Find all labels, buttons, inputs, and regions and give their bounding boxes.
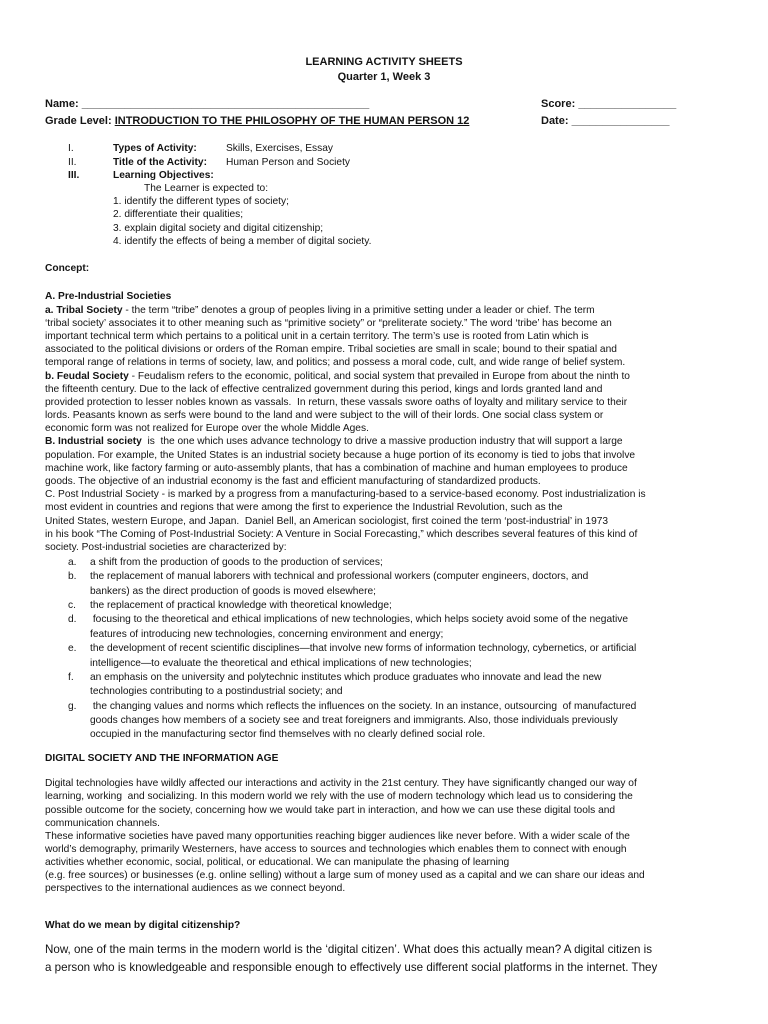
feudal-society-label: b. Feudal Society bbox=[45, 370, 129, 382]
characteristic-line: the replacement of practical knowledge with theoretical knowledge; bbox=[90, 599, 392, 611]
pre-industrial-heading: A. Pre-Industrial Societies bbox=[45, 291, 172, 303]
feudal-society-line: economic form was not realized for Europe over the whole Middle Ages. bbox=[45, 423, 369, 435]
digital-society-heading: DIGITAL SOCIETY AND THE INFORMATION AGE bbox=[45, 753, 279, 765]
name-blank: _______________________________________________ bbox=[81, 98, 370, 110]
tribal-society-line: temporal range of relations in terms of society, law, and politics; and possess a moral code, cult, and wide range of belief system. bbox=[45, 357, 626, 369]
tribal-society-text: - the term “tribe” denotes a group of peoples living in a primitive setting under a leader or chief. The term bbox=[122, 304, 595, 316]
activity-type-value: Skills, Exercises, Essay bbox=[226, 143, 333, 155]
characteristic-item bbox=[68, 599, 636, 613]
post-industrial-line: United States, western Europe, and Japan. Daniel Bell, an American sociologist, first coined the term ‘post-industrial’ in 1973 bbox=[45, 515, 609, 527]
characteristic-item bbox=[68, 570, 636, 599]
learning-objectives-row bbox=[68, 169, 688, 182]
score-label: Score: bbox=[541, 98, 576, 110]
industrial-society-line bbox=[45, 435, 646, 448]
characteristic-letter: c. bbox=[68, 599, 76, 611]
digital-citizenship-heading: What do we mean by digital citizenship? bbox=[45, 920, 241, 932]
paragraph-line: perspectives to the international audiences as we connect beyond. bbox=[45, 883, 346, 895]
paragraph-line: Now, one of the main terms in the modern world is the ‘digital citizen’. What does this actually mean? A digital citizen is bbox=[45, 943, 653, 956]
characteristic-line: the replacement of manual laborers with technical and professional workers (computer engineers, doctors, and bbox=[90, 571, 589, 583]
date-row bbox=[541, 114, 669, 128]
activity-details bbox=[68, 142, 688, 248]
characteristic-item bbox=[68, 700, 636, 743]
post-industrial-line: C. Post Industrial Society - is marked by a progress from a manufacturing-based to a service-based economy. Post industrialization is bbox=[45, 489, 646, 501]
post-industrial-line: most evident in countries and regions that were among the first to experience the Industrial Revolution, such as the bbox=[45, 502, 563, 514]
tribal-society-line bbox=[45, 304, 646, 317]
post-industrial-line: society. Post-industrial societies are characterized by: bbox=[45, 541, 287, 553]
characteristic-letter: b. bbox=[68, 571, 77, 583]
characteristic-line: focusing to the theoretical and ethical implications of new technologies, which helps society avoid some of the negative bbox=[90, 614, 628, 626]
activity-title-row bbox=[68, 156, 688, 169]
document-subtitle: Quarter 1, Week 3 bbox=[337, 71, 431, 83]
characteristic-letter: a. bbox=[68, 556, 77, 568]
concept-heading: Concept: bbox=[45, 263, 90, 275]
feudal-society-text: - Feudalism refers to the economic, political, and social system that prevailed in Europe from about the ninth to bbox=[128, 370, 630, 382]
date-blank: ________________ bbox=[571, 115, 670, 127]
industrial-society-text: is the one which uses advance technology to drive a massive production industry that will support a large bbox=[141, 436, 623, 448]
industrial-society-line: goods. The objective of an industrial economy is the fast and efficient manufacturing of standardized products. bbox=[45, 476, 541, 488]
digital-citizenship-paragraph bbox=[45, 941, 657, 977]
paragraph-line: communication channels. bbox=[45, 817, 160, 829]
feudal-society-line bbox=[45, 370, 646, 383]
characteristic-letter: f. bbox=[68, 671, 74, 683]
grade-level-row bbox=[45, 114, 469, 128]
characteristic-letter: g. bbox=[68, 700, 77, 712]
objective-item: 2. differentiate their qualities; bbox=[113, 209, 244, 221]
feudal-society-line: lords. Peasants known as serfs were bound to the land and were subject to the will of their lords. One social class system or bbox=[45, 410, 604, 422]
characteristic-line: bankers) as the direct production of goods is moved elsewhere; bbox=[90, 585, 376, 597]
characteristic-letter: d. bbox=[68, 614, 77, 626]
paragraph-line: activities whether economic, social, political, or educational. We can manipulate the phasing of learning bbox=[45, 856, 510, 868]
characteristic-line: intelligence—to evaluate the theoretical and ethical implications of new technologies; bbox=[90, 657, 472, 669]
name-label: Name: bbox=[45, 98, 79, 110]
score-blank: ________________ bbox=[578, 98, 677, 110]
characteristic-item bbox=[68, 613, 636, 642]
paragraph-line: possible outcome for the society, concerning how we would take part in interaction, and how we can use these digital tools and bbox=[45, 804, 616, 816]
industrial-society-line: population. For example, the United States is an industrial society because a huge portion of its economy is tied to jobs that involve bbox=[45, 449, 636, 461]
characteristic-line: a shift from the production of goods to the production of services; bbox=[90, 556, 383, 568]
industrial-society-line: machine work, like factory farming or auto-assembly plants, that has a combination of machine and human employees to produce bbox=[45, 462, 628, 474]
characteristic-item bbox=[68, 642, 636, 671]
learning-objectives-label: Learning Objectives: bbox=[113, 169, 214, 181]
characteristic-letter: e. bbox=[68, 643, 77, 655]
characteristic-item bbox=[68, 671, 636, 700]
post-industrial-characteristics bbox=[68, 556, 636, 743]
date-label: Date: bbox=[541, 115, 569, 127]
document-title: LEARNING ACTIVITY SHEETS bbox=[305, 56, 463, 68]
objective-item: 1. identify the different types of society; bbox=[113, 196, 289, 208]
objectives-intro: The Learner is expected to: bbox=[144, 182, 269, 194]
feudal-society-line: provided protection to lesser nobles known as vassals. In return, these vassals swore oaths of loyalty and military service to their bbox=[45, 396, 628, 408]
score-row bbox=[541, 97, 676, 111]
post-industrial-line: in his book “The Coming of Post-Industrial Society: A Venture in Social Forecasting,” which describes several features of this kind of bbox=[45, 528, 638, 540]
paragraph-line: world’s demography, primarily Westerners, have access to sources and technologies which enables them to connect with enough bbox=[45, 843, 627, 855]
characteristic-line: an emphasis on the university and polytechnic institutes which produce graduates who innovate and lead the new bbox=[90, 671, 602, 683]
society-types-section bbox=[45, 290, 646, 554]
characteristic-item bbox=[68, 556, 636, 570]
activity-title-value: Human Person and Society bbox=[226, 156, 351, 168]
digital-society-paragraph bbox=[45, 777, 645, 895]
characteristic-line: occupied in the manufacturing sector find themselves with no clearly defined social role. bbox=[90, 729, 486, 741]
paragraph-line: learning, working and socializing. In this modern world we rely with the use of modern technology which lead us to considering the bbox=[45, 791, 633, 803]
grade-level-label: Grade Level: bbox=[45, 115, 112, 127]
activity-title-label: Title of the Activity: bbox=[113, 156, 207, 168]
paragraph-line: These informative societies have paved many opportunities reaching bigger audiences like never before. With a wider scale of the bbox=[45, 830, 630, 842]
characteristic-line: goods changes how members of a society see and treat foreigners and immigrants. Also, those individuals previously bbox=[90, 715, 618, 727]
paragraph-line: (e.g. free sources) or businesses (e.g. online selling) without a large sum of money used as a capital and we can share our ideas and bbox=[45, 870, 645, 882]
paragraph-line: a person who is knowledgeable and responsible enough to effectively use different social platforms in the internet. They bbox=[45, 961, 658, 974]
characteristic-line: the changing values and norms which reflects the influences on the society. In an instance, outsourcing of manufactured bbox=[90, 700, 637, 712]
objective-item: 3. explain digital society and digital citizenship; bbox=[113, 222, 324, 234]
grade-level-value: INTRODUCTION TO THE PHILOSOPHY OF THE HUMAN PERSON 12 bbox=[114, 115, 470, 127]
roman-numeral: II. bbox=[68, 156, 77, 168]
roman-numeral: I. bbox=[68, 143, 74, 155]
characteristic-line: features of introducing new technologies, concerning environment and energy; bbox=[90, 628, 444, 640]
tribal-society-label: a. Tribal Society bbox=[45, 304, 123, 316]
tribal-society-line: important technical term which pertains to a political unit in a certain territory. The term’s use is rooted from Latin which is bbox=[45, 330, 589, 342]
characteristic-line: the development of recent scientific disciplines—that involve new forms of information technology, cybernetics, or artificial bbox=[90, 643, 637, 655]
tribal-society-line: ‘tribal society’ associates it to other meaning such as “primitive society” or “preliterate society.” The word ‘tribe’ has become an bbox=[45, 317, 612, 329]
roman-numeral: III. bbox=[68, 169, 80, 181]
objective-item: 4. identify the effects of being a member of digital society. bbox=[113, 235, 372, 247]
activity-type-label: Types of Activity: bbox=[113, 143, 197, 155]
activity-type-row bbox=[68, 142, 688, 155]
paragraph-line: Digital technologies have wildly affected our interactions and activity in the 21st century. They have significantly changed our way of bbox=[45, 778, 637, 790]
name-row bbox=[45, 97, 369, 111]
feudal-society-line: the fifteenth century. Due to the lack of effective centralized government during this period, kings and lords granted land and bbox=[45, 383, 603, 395]
tribal-society-line: associated to the political divisions or orders of the Roman empire. Tribal societies are small in scale; bound to their spatial and bbox=[45, 344, 617, 356]
characteristic-line: technologies contributing to a postindustrial society; and bbox=[90, 686, 343, 698]
industrial-society-label: B. Industrial society bbox=[45, 436, 142, 448]
